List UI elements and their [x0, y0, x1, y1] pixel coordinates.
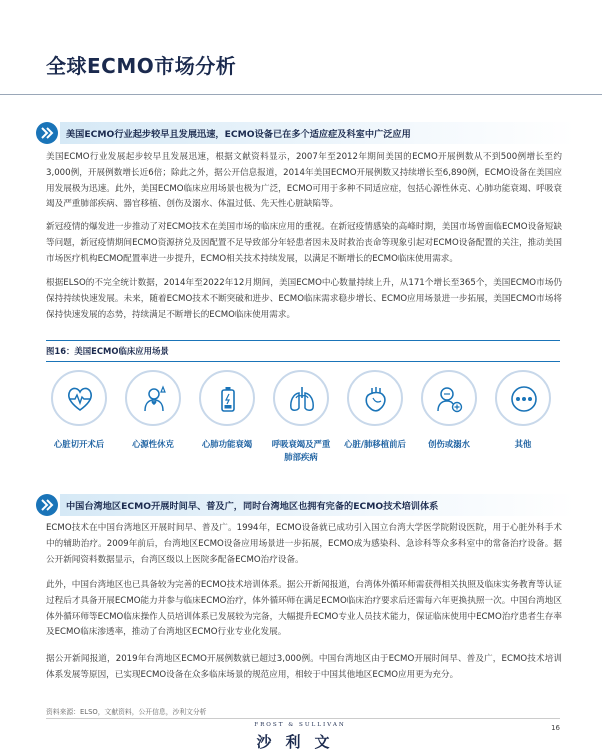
- scenario-label: 心肺功能衰竭: [201, 439, 253, 449]
- scenario-cardiogenic-shock: [120, 370, 186, 451]
- scenario-trauma-drowning: [416, 370, 482, 451]
- scenario-label: 其他: [514, 439, 532, 449]
- anatomical-heart-icon: [361, 384, 391, 414]
- paragraph: 美国ECMO行业发展起步较早且发展迅速，根据文献资料显示，2007年至2012年期间美国的ECMO开展例数从不到500例增长至约3,000例，开展例数增长近6倍；除此之外，据公开信息报道，2014年美国ECMO开展例数又持续增长至6,890例，ECMO设备在美国应用发展极为迅速。此外，美国ECMO临床应用场景也极为广泛，ECMO可用于多种不同适应症，包括心源性休克、心肺功能衰竭、呼吸衰竭及严重肺部疾病、器官移植、创伤及溺水、体温过低、先天性心脏缺陷等。: [46, 152, 562, 210]
- page-title: 全球ECMO市场分析: [46, 54, 237, 78]
- section-heading-text: 美国ECMO行业起步较早且发展迅速，ECMO设备已在多个适应症及科室中广泛应用: [66, 129, 411, 140]
- scenario-cardiopulmonary-failure: [194, 370, 260, 451]
- battery-low-icon: [213, 384, 243, 414]
- page-number: 16: [551, 724, 560, 732]
- scenario-label: 心源性休克: [132, 439, 174, 449]
- title-divider: [0, 94, 602, 95]
- scenario-label: 心脏/肺移植前后: [344, 439, 406, 449]
- figure-top-rule: [46, 340, 560, 341]
- scenario-label: 呼吸衰竭及严重肺部疾病: [271, 439, 331, 462]
- double-chevron-icon: [36, 494, 58, 516]
- brand-logo: [210, 711, 390, 752]
- heart-pulse-icon: [65, 384, 95, 414]
- paragraph: ECMO技术在中国台湾地区开展时间早、普及广。1994年，ECMO设备就已成功引入国立台湾大学医学院附设医院，用于心脏外科手术中的辅助治疗。2009年前后，台湾地区ECMO设备应用场景进一步拓展，ECMO成为感染科、急诊科等众多科室中的常备治疗设备。据公开新闻资料数据显示，台湾区级以上医院多配备ECMO治疗设备。: [46, 523, 562, 565]
- brand-english: FROST & SULLIVAN: [248, 722, 352, 728]
- double-chevron-icon: [36, 122, 58, 144]
- lungs-icon: [287, 384, 317, 414]
- brand-chinese: 沙利文: [256, 733, 344, 751]
- scenario-label: 心脏切开术后: [53, 439, 105, 449]
- paragraph: 根据ELSO的不完全统计数据，2014年至2022年12月期间，美国ECMO中心数量持续上升，从171个增长至365个，美国ECMO市场仍保持持续快速发展。未来，随着ECMO技术不断突破和进步、ECMO临床需求稳步增长、ECMO应用场景进一步拓展，美国ECMO市场将保持快速发展的态势，持续满足不断增长的ECMO临床使用需求。: [46, 278, 562, 320]
- section-heading-taiwan: [36, 494, 576, 516]
- scenario-others: [490, 370, 556, 451]
- paragraph: 此外，中国台湾地区也已具备较为完善的ECMO技术培训体系。据公开新闻报道，台湾体外循环师需获得相关执照及临床实务教育等认证过程后才具备开展ECMO能力并参与临床ECMO治疗，体外循环师在满足ECMO临床治疗要求后还需每六年更换执照一次。中国台湾地区体外循环师等ECMO临床操作人员培训体系已发展较为完备，大幅提升ECMO专业人员技术能力，保证临床使用中ECMO治疗患者生存率及ECMO临床渗透率，推动了台湾地区ECMO行业专业化发展。: [46, 580, 562, 638]
- clinical-scenario-icons: [46, 370, 560, 480]
- figure-caption-rule: [46, 361, 560, 362]
- scenario-heart-lung-transplant: [342, 370, 408, 451]
- more-icon: [509, 384, 539, 414]
- scenario-label: 创伤或溺水: [428, 439, 470, 449]
- scenario-post-cardiotomy: [46, 370, 112, 451]
- figure-caption: 图16：美国ECMO临床应用场景: [46, 346, 169, 356]
- section-heading-text: 中国台湾地区ECMO开展时间早、普及广，同时台湾地区也拥有完备的ECMO技术培训体系: [66, 501, 439, 512]
- section-heading-us: [36, 122, 576, 144]
- paragraph: 据公开新闻报道，2019年台湾地区ECMO开展例数就已超过3,000例。中国台湾地区由于ECMO开展时间早、普及广，ECMO技术培训体系发展等原因，已实现ECMO设备在众多临床场景的规范应用，相较于中国其他地区ECMO应用更为充分。: [46, 654, 562, 680]
- source-note: 资料来源：ELSO，文献资料，公开信息，沙利文分析: [46, 708, 207, 716]
- injured-person-icon: [435, 384, 465, 414]
- heart-warning-icon: [139, 384, 169, 414]
- paragraph: 新冠疫情的爆发进一步推动了对ECMO技术在美国市场的临床应用的重视。在新冠疫情感染的高峰时期，美国市场曾面临ECMO设备短缺等问题，新冠疫情期间ECMO资源挤兑及因配置不足导致部分年轻患者因未及时救治丧命等现象引起对ECMO设备配置的关注，推动美国市场医疗机构ECMO配置率进一步提升，ECMO相关技术持续发展，以满足不断增长的ECMO临床使用需求。: [46, 222, 562, 264]
- scenario-respiratory-failure: [268, 370, 334, 464]
